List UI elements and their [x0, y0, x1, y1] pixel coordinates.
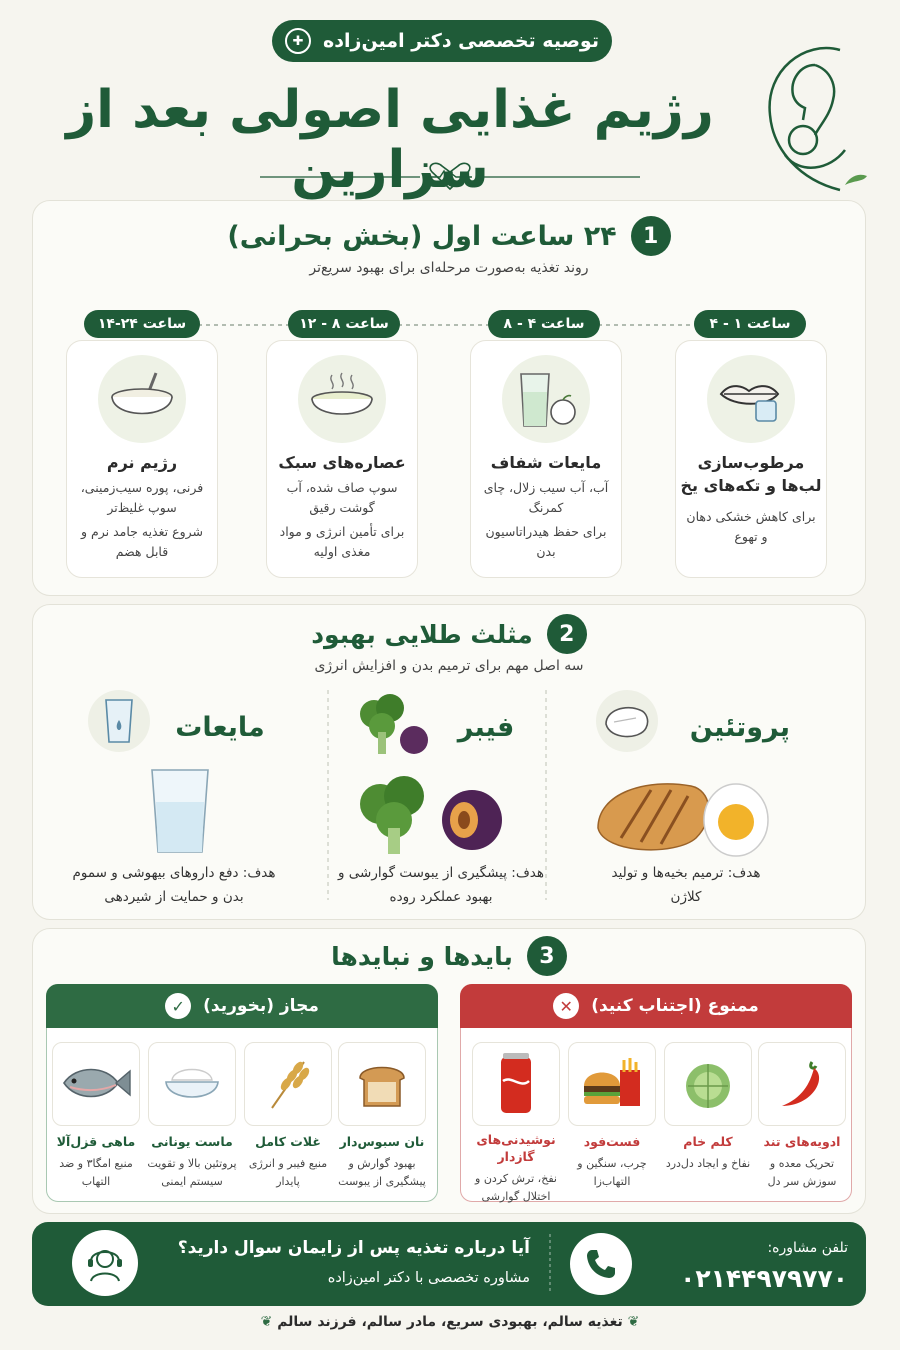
section3-number: 3: [527, 936, 567, 976]
allowed-item-3-name: ماست یونانی: [151, 1134, 233, 1149]
forbidden-item-3-name: فست‌فود: [583, 1134, 641, 1149]
allowed-item-4: [48, 1134, 144, 1191]
section1-header: [32, 214, 866, 258]
forbidden-item-4-name: نوشیدنی‌های گازدار: [476, 1132, 556, 1164]
section1-subtitle: روند تغذیه به‌صورت مرحله‌ای برای بهبود سریع‌تر: [309, 260, 589, 276]
fiber-title: فیبر: [457, 712, 515, 743]
question-text: آیا درباره تغذیه پس از زایمان سوال دارید؟: [177, 1238, 530, 1258]
stage-3-hours: ساعت ۸ - ۱۲: [288, 310, 400, 338]
burger-icon: [568, 1042, 656, 1126]
allowed-item-1-name: نان سبوس‌دار: [339, 1134, 425, 1149]
fluids-title: مایعات: [175, 712, 265, 743]
leaf-icon: ❦: [260, 1314, 273, 1330]
forbidden-label: ممنوع (اجتناب کنید): [591, 996, 759, 1016]
forbidden-item-1: [754, 1134, 850, 1191]
forbidden-item-3: [564, 1134, 660, 1191]
stage-4-note: شروع تغذیه جامد نرم و قابل هضم: [81, 524, 203, 560]
allowed-item-2-name: غلات کامل: [255, 1134, 321, 1149]
protein-food-icon: [596, 768, 776, 858]
protein-goal-label: هدف:: [727, 865, 761, 881]
leaf-icon: ❦: [627, 1314, 640, 1330]
forbidden-item-1-name: ادویه‌های تند: [763, 1134, 841, 1149]
forbidden-item-2-desc: نفاخ و ایجاد دل‌درد: [665, 1156, 751, 1170]
allowed-item-1: [334, 1134, 430, 1191]
forbidden-item-3-desc: چرب، سنگین و التهاب‌زا: [577, 1156, 647, 1189]
fish-icon: [52, 1042, 140, 1126]
water-apple-icon: [502, 355, 590, 443]
stage-1-title: مرطوب‌سازی لب‌ها و تکه‌های یخ: [680, 453, 822, 496]
soup-bowl-icon: [298, 355, 386, 443]
stage-2-desc: آب، آب سیب زلال، چای کمرنگ: [483, 480, 609, 516]
water-glass-small-icon: [88, 690, 150, 752]
wheat-icon: [244, 1042, 332, 1126]
protein-goal: [596, 862, 776, 909]
stage-4-desc: فرنی، پوره سیب‌زمینی، سوپ غلیظ‌تر: [80, 480, 204, 516]
section1-number: 1: [631, 216, 671, 256]
forbidden-item-2: [660, 1134, 756, 1173]
section3-header: [32, 936, 866, 976]
stage-1-hours: ساعت ۱ - ۴: [694, 310, 806, 338]
chicken-icon: [596, 690, 658, 752]
phone-icon[interactable]: [570, 1233, 632, 1295]
forbidden-band: [460, 984, 852, 1028]
stage-card-1: [675, 340, 827, 578]
soda-can-icon: [472, 1042, 560, 1126]
check-circle-icon: ✓: [165, 993, 191, 1019]
allowed-item-4-desc: منبع امگا۳ و ضد التهاب: [59, 1156, 133, 1189]
fiber-goal: [336, 862, 546, 909]
allowed-item-2-desc: منبع فیبر و انرژی پایدار: [248, 1156, 328, 1189]
section2-header: [32, 614, 866, 654]
stage-card-4: [66, 340, 218, 578]
yogurt-icon: [148, 1042, 236, 1126]
protein-goal-text: ترمیم بخیه‌ها و تولید کلاژن: [611, 865, 724, 905]
tagline-text: تغذیه سالم، بهبودی سریع، مادر سالم، فرزند سالم: [277, 1314, 623, 1330]
allowed-item-1-desc: بهبود گوارش و پیشگیری از یبوست: [338, 1156, 426, 1189]
mother-baby-logo-icon: [745, 40, 875, 200]
stage-2-note: برای حفظ هیدراتاسیون بدن: [485, 524, 607, 560]
consult-text: مشاوره تخصصی با دکتر امین‌زاده: [327, 1270, 530, 1286]
forbidden-item-1-desc: تحریک معده و سوزش سر دل: [767, 1156, 837, 1189]
broccoli-plum-icon: [352, 692, 438, 762]
fiber-food-icon: [352, 770, 512, 860]
chili-icon: [758, 1042, 846, 1126]
section1-title: ۲۴ ساعت اول (بخش بحرانی): [227, 220, 617, 252]
forbidden-item-4: [468, 1132, 564, 1206]
allowed-item-2: [240, 1134, 336, 1191]
stage-3-note: برای تأمین انرژی و مواد مغذی اولیه: [279, 524, 405, 560]
phone-number[interactable]: ۰۲۱۴۴۹۷۹۷۷۰: [680, 1264, 848, 1293]
stage-4-hours: ساعت ۲۴-۱۴: [84, 310, 200, 338]
close-circle-icon: ✕: [553, 993, 579, 1019]
water-glass-icon: [148, 766, 212, 856]
porridge-icon: [98, 355, 186, 443]
forbidden-item-2-name: کلم خام: [683, 1134, 733, 1149]
fluids-goal: [64, 862, 284, 909]
shield-icon: ✚: [285, 28, 311, 54]
page-title: رژیم غذایی اصولی بعد از سزارین: [66, 80, 714, 200]
fiber-goal-label: هدف:: [511, 865, 545, 881]
support-agent-icon: [72, 1230, 138, 1296]
phone-label: تلفن مشاوره:: [767, 1240, 848, 1256]
allowed-item-3: [144, 1134, 240, 1191]
section2-number: 2: [547, 614, 587, 654]
stage-4-title: رژیم نرم: [106, 453, 178, 472]
stage-2-hours: ساعت ۴ - ۸: [488, 310, 600, 338]
section2-subtitle: سه اصل مهم برای ترمیم بدن و افزایش انرژی: [314, 658, 584, 674]
tagline: [0, 1314, 900, 1330]
protein-title: پروتئین: [689, 712, 790, 743]
timeline-dashes: [150, 322, 750, 328]
heartbeat-divider-icon: [260, 162, 640, 192]
fluids-goal-label: هدف:: [242, 865, 276, 881]
section3-title: بایدها و نبایدها: [331, 941, 513, 971]
stage-card-2: [470, 340, 622, 578]
fluids-goal-text: دفع داروهای بیهوشی و سموم بدن و حمایت از شیردهی: [72, 865, 244, 905]
bread-icon: [338, 1042, 426, 1126]
stage-card-3: [266, 340, 418, 578]
cabbage-icon: [664, 1042, 752, 1126]
allowed-item-4-name: ماهی قزل‌آلا: [56, 1134, 136, 1149]
allowed-band: [46, 984, 438, 1028]
fiber-goal-text: پیشگیری از یبوست گوارشی و بهبود عملکرد روده: [337, 865, 507, 905]
lips-ice-icon: [707, 355, 795, 443]
header-badge: [272, 20, 612, 62]
allowed-label: مجاز (بخورید): [203, 996, 319, 1016]
stage-3-title: عصاره‌های سبک: [278, 453, 406, 472]
stage-2-title: مایعات شفاف: [490, 453, 602, 472]
badge-label: توصیه تخصصی دکتر امین‌زاده: [323, 30, 599, 52]
forbidden-item-4-desc: نفخ، ترش کردن و اختلال گوارشی: [475, 1171, 557, 1203]
stage-1-note: برای کاهش خشکی دهان و تهوع: [686, 509, 816, 545]
footer-divider: [548, 1234, 552, 1294]
allowed-item-3-desc: پروتئین بالا و تقویت سیستم ایمنی: [147, 1156, 237, 1189]
section2-title: مثلث طلایی بهبود: [311, 619, 533, 649]
stage-3-desc: سوپ صاف شده، آب گوشت رقیق: [286, 480, 398, 516]
